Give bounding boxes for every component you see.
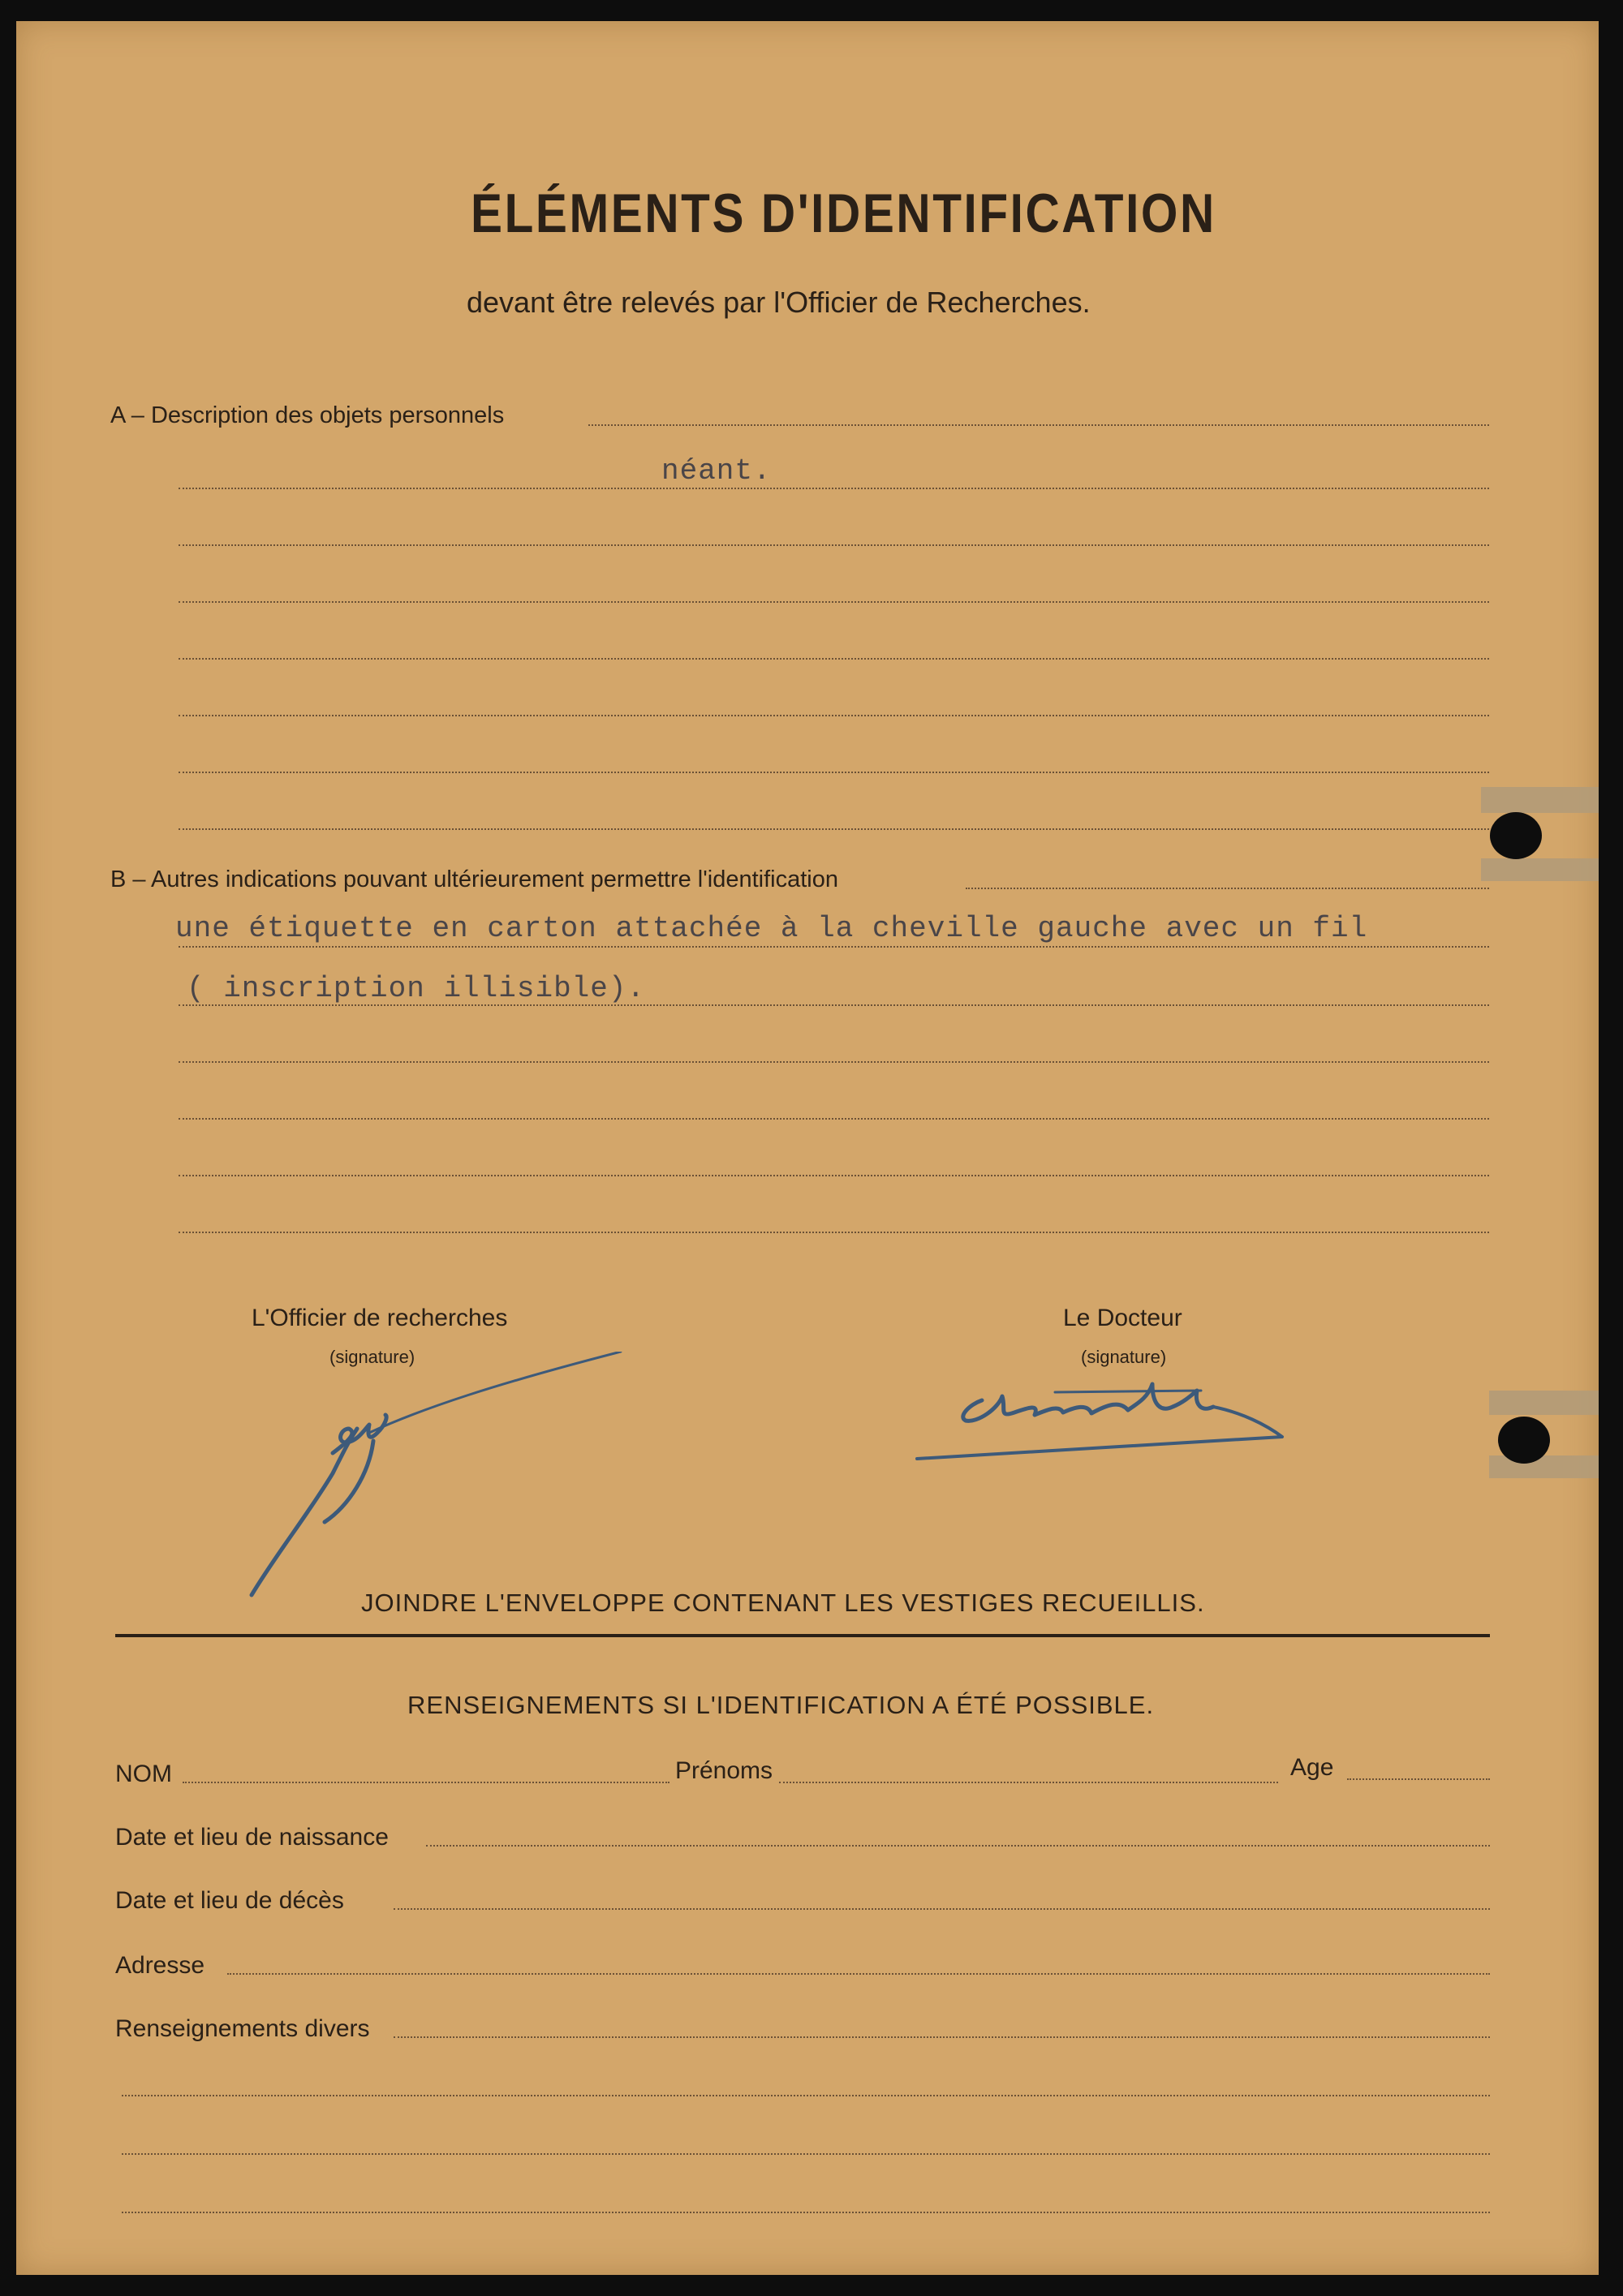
section-b-line-7: [179, 1232, 1489, 1233]
section-divider: [115, 1634, 1490, 1637]
section-a-line-8: [179, 828, 1489, 830]
section-b-typed-line-1: une étiquette en carton attachée à la cheville gauche avec un fil: [175, 912, 1368, 945]
instruction-text: JOINDRE L'ENVELOPPE CONTENANT LES VESTIGES RECUEILLIS.: [361, 1589, 1205, 1617]
section-b-line-6: [179, 1175, 1489, 1176]
age-field: [1347, 1778, 1490, 1780]
officer-signature-note: (signature): [329, 1347, 415, 1367]
deces-field: [394, 1908, 1490, 1910]
section-b-line-2: [179, 946, 1489, 948]
page-title: ÉLÉMENTS D'IDENTIFICATION: [471, 183, 1216, 244]
binder-tab-bottom: [1489, 1391, 1599, 1415]
section-a-line-5: [179, 658, 1489, 660]
nom-label: NOM: [115, 1761, 172, 1787]
nom-field: [183, 1782, 669, 1783]
section-b-label: B – Autres indications pouvant ultérieurement permettre l'identification: [110, 866, 838, 892]
section-b-line-1: [966, 888, 1489, 889]
naissance-label: Date et lieu de naissance: [115, 1824, 389, 1851]
divers-field-line-4: [122, 2212, 1490, 2213]
divers-field-line-1: [394, 2036, 1490, 2038]
divers-field-line-3: [122, 2153, 1490, 2155]
officer-title: L'Officier de recherches: [252, 1305, 508, 1331]
binder-hole-bottom: [1498, 1417, 1550, 1464]
age-label: Age: [1290, 1754, 1334, 1781]
binder-tab-top-lower: [1481, 858, 1599, 881]
doctor-signature: [893, 1368, 1363, 1481]
section-a-line-1: [588, 424, 1489, 426]
section-a-line-2: [179, 488, 1489, 489]
prenoms-label: Prénoms: [675, 1757, 773, 1784]
officer-signature: [227, 1352, 649, 1619]
section-a-typed-value: néant.: [661, 454, 772, 488]
section-a-line-7: [179, 772, 1489, 773]
doctor-title: Le Docteur: [1063, 1305, 1182, 1331]
naissance-field: [426, 1845, 1490, 1847]
identification-heading: RENSEIGNEMENTS SI L'IDENTIFICATION A ÉTÉ POSSIBLE.: [407, 1691, 1155, 1719]
section-b-typed-line-2: ( inscription illisible).: [187, 972, 646, 1005]
form-sheet: [16, 21, 1599, 2275]
deces-label: Date et lieu de décès: [115, 1887, 344, 1914]
binder-hole-top: [1490, 812, 1542, 859]
section-b-line-4: [179, 1061, 1489, 1063]
prenoms-field: [779, 1782, 1278, 1783]
adresse-field: [227, 1973, 1490, 1975]
page-subtitle: devant être relevés par l'Officier de Recherches.: [467, 286, 1091, 319]
binder-tab-top: [1481, 787, 1599, 813]
section-b-line-5: [179, 1118, 1489, 1120]
section-b-line-3: [179, 1004, 1489, 1006]
section-a-line-4: [179, 601, 1489, 603]
doctor-signature-note: (signature): [1081, 1347, 1167, 1367]
divers-label: Renseignements divers: [115, 2015, 370, 2042]
adresse-label: Adresse: [115, 1952, 205, 1979]
binder-tab-bottom-lower: [1489, 1455, 1599, 1478]
divers-field-line-2: [122, 2095, 1490, 2096]
section-a-line-3: [179, 544, 1489, 546]
section-a-line-6: [179, 715, 1489, 716]
section-a-label: A – Description des objets personnels: [110, 402, 505, 428]
